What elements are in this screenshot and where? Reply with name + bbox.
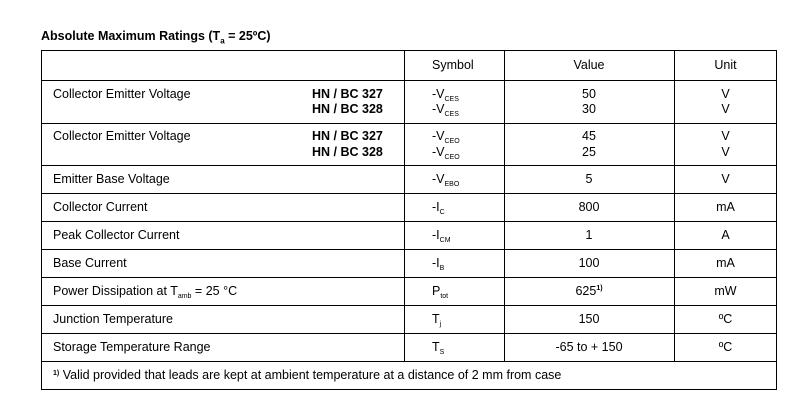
row-divider — [42, 123, 776, 124]
row-divider — [42, 193, 776, 194]
unit: V — [721, 129, 730, 143]
symbol: $-V_{CEO}$ — [432, 145, 460, 161]
type-label: HN / BC 327 — [312, 87, 383, 101]
footnote: $^{1)}$ Valid provided that leads are kept at ambient temperature at a distance of 2 mm from case — [53, 368, 562, 382]
col-divider — [404, 51, 405, 361]
param-name: Storage Temperature Range — [53, 340, 211, 354]
symbol: $P_{tot}$ — [432, 284, 449, 300]
header-symbol: Symbol — [432, 58, 474, 72]
symbol: $-I_C$ — [432, 200, 445, 216]
unit: mA — [716, 200, 735, 214]
row-divider — [42, 80, 776, 81]
param-name: Collector Emitter Voltage — [53, 129, 191, 143]
type-label: HN / BC 327 — [312, 129, 383, 143]
value: 800 — [578, 200, 600, 214]
symbol: $-I_B$ — [432, 256, 445, 272]
row-divider — [42, 361, 776, 362]
ratings-table — [41, 50, 777, 390]
unit: V — [721, 145, 730, 159]
type-label: HN / BC 328 — [312, 145, 383, 159]
value: 100 — [578, 256, 600, 270]
value: 30 — [582, 102, 596, 116]
value: 5 — [585, 172, 593, 186]
row-divider — [42, 221, 776, 222]
param-name: Power Dissipation at $T_{amb} = 25$ °C — [53, 284, 238, 300]
param-name: Junction Temperature — [53, 312, 173, 326]
unit: A — [721, 228, 730, 242]
unit: ºC — [718, 340, 733, 354]
unit: mW — [714, 284, 737, 298]
value: 25 — [582, 145, 596, 159]
param-name: Collector Emitter Voltage — [53, 87, 191, 101]
unit: ºC — [718, 312, 733, 326]
row-divider — [42, 333, 776, 334]
symbol: $-I_{CM}$ — [432, 228, 451, 244]
row-divider — [42, 165, 776, 166]
symbol: $T_j$ — [432, 312, 442, 328]
row-divider — [42, 249, 776, 250]
unit: V — [721, 172, 730, 186]
symbol: $-V_{CES}$ — [432, 87, 459, 103]
table-title: Absolute Maximum Ratings ($T_a$ = 25ºC) — [41, 29, 271, 46]
symbol: $-V_{CEO}$ — [432, 129, 460, 145]
param-name: Base Current — [53, 256, 127, 270]
value: 1 — [585, 228, 593, 242]
value: 150 — [578, 312, 600, 326]
unit: V — [721, 102, 730, 116]
value: -65 to + 150 — [555, 340, 623, 354]
row-divider — [42, 305, 776, 306]
value: 45 — [582, 129, 596, 143]
unit: mA — [716, 256, 735, 270]
symbol: $T_S$ — [432, 340, 445, 356]
param-name: Peak Collector Current — [53, 228, 180, 242]
symbol: $-V_{EBO}$ — [432, 172, 460, 188]
header-unit: Unit — [714, 58, 737, 72]
value: 625$^{1)}$ — [575, 284, 603, 298]
type-label: HN / BC 328 — [312, 102, 383, 116]
param-name: Emitter Base Voltage — [53, 172, 170, 186]
symbol: $-V_{CES}$ — [432, 102, 459, 118]
header-value: Value — [573, 58, 605, 72]
unit: V — [721, 87, 730, 101]
value: 50 — [582, 87, 596, 101]
row-divider — [42, 277, 776, 278]
param-name: Collector Current — [53, 200, 148, 214]
